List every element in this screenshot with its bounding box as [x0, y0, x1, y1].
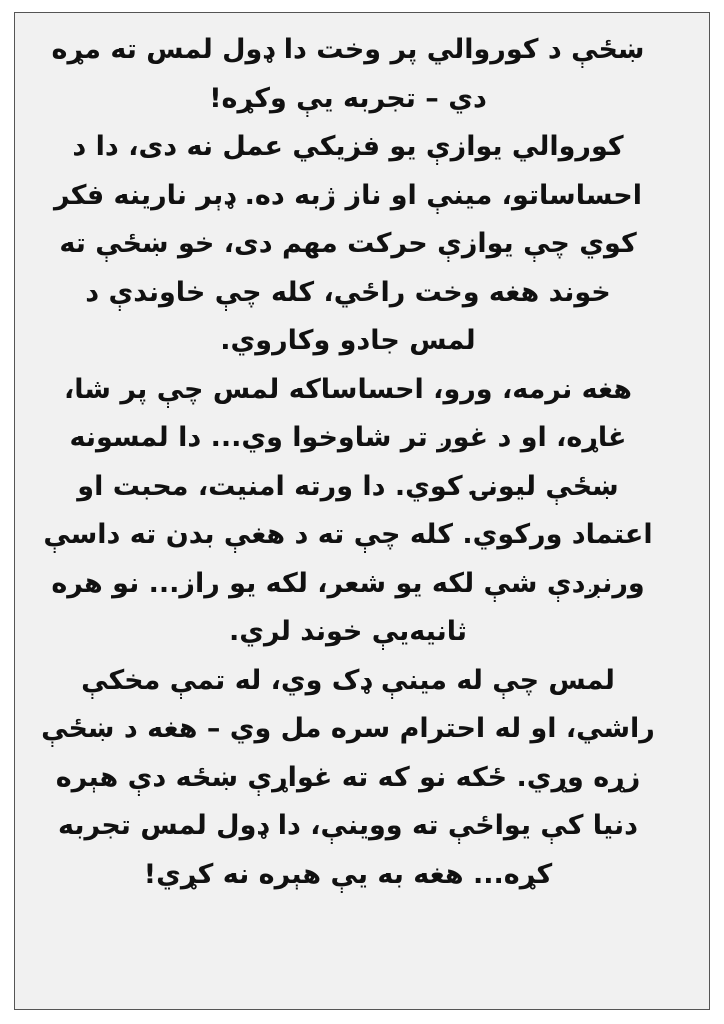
text-line-7: لمس جادو وکاروي. [220, 325, 476, 356]
text-line-8: هغه نرمه، ورو، احساساکه لمس چې پر شا، [64, 373, 632, 405]
text-line-4: احساساتو، مينې او ناز ژبه ده. ډېر نارينه فکر [53, 179, 643, 211]
document-text [22, 26, 674, 899]
text-line-14: لمس چې له مينې ډک وي، له تمې مخکې [81, 664, 615, 696]
text-line-10: ښځې ليونۍ کوي. دا ورته امنيت، محبت او [77, 470, 619, 502]
text-line-2: دي – تجربه يې وکړه! [209, 82, 487, 114]
text-line-11: اعتماد ورکوي. کله چې ته د هغې بدن ته داسې [43, 519, 653, 550]
text-line-15: راشي، او له احترام سره مل وي – هغه د ښځې [41, 713, 655, 744]
text-line-9: غاړه، او د غوږ تر شاوخوا وي... دا لمسونه [69, 422, 627, 453]
text-line-18: کړه... هغه به يې هېره نه کړي! [143, 858, 553, 890]
text-line-5: کوي چې يوازې حرکت مهم دی، خو ښځې ته [59, 228, 637, 259]
text-line-13: ثانيه‌يې خوند لري. [228, 616, 468, 647]
text-line-16: زړه وړي. ځکه نو که ته غواړې ښځه دې هېره [55, 761, 641, 793]
text-line-12: ورنږدې شې لکه يو شعر، لکه يو راز... نو هره [51, 567, 645, 599]
text-line-3: کوروالي يوازې يو فزيکي عمل نه دی، دا د [72, 131, 624, 162]
text-line-6: خوند هغه وخت راځي، کله چې خاوندې د [85, 276, 611, 308]
text-line-17: دنيا کې يواځې ته ووينې، دا ډول لمس تجربه [58, 810, 638, 841]
text-line-1: ښځې د کوروالي پر وخت دا ډول لمس ته مړه [51, 34, 645, 65]
